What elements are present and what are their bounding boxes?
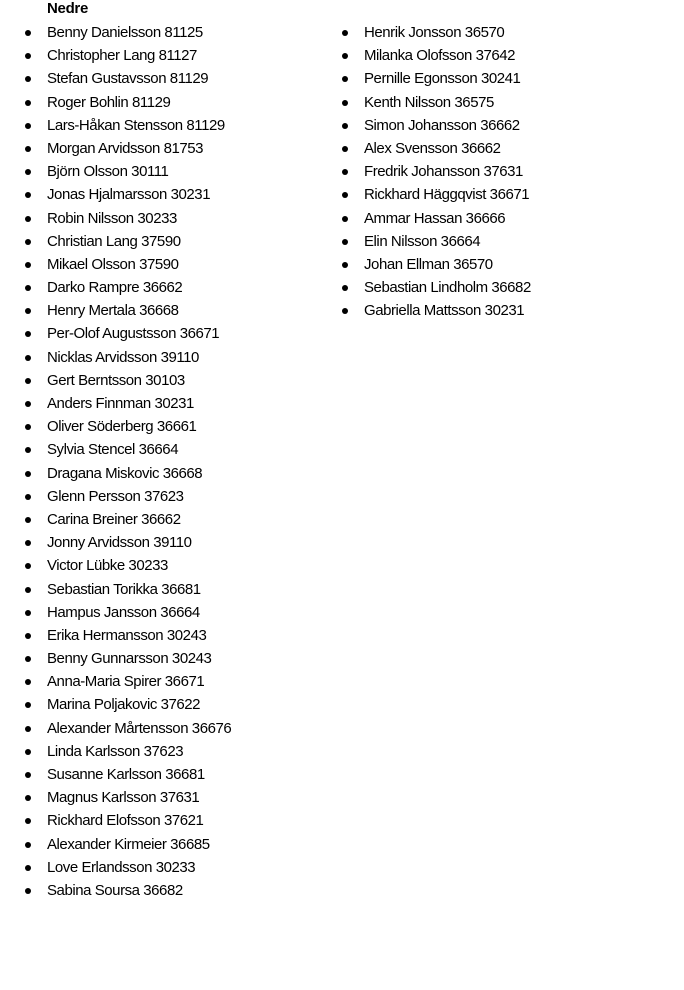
- bullet-icon: [342, 285, 348, 291]
- bullet-icon: [25, 888, 31, 894]
- list-item: [0, 531, 330, 554]
- list-item-text: Dragana Miskovic 36668: [47, 464, 203, 482]
- list-item-text: Love Erlandsson 30233: [47, 858, 196, 876]
- bullet-icon: [25, 540, 31, 546]
- list-item: [0, 670, 330, 693]
- bullet-icon: [25, 53, 31, 59]
- list-item: [0, 554, 330, 577]
- bullet-icon: [342, 123, 348, 129]
- bullet-icon: [342, 30, 348, 36]
- list-item-text: Stefan Gustavsson 81129: [47, 70, 209, 88]
- bullet-icon: [342, 100, 348, 106]
- bullet-icon: [25, 587, 31, 593]
- bullet-icon: [25, 378, 31, 384]
- list-item: [0, 276, 330, 299]
- list-item-text: Sebastian Lindholm 36682: [364, 279, 531, 297]
- bullet-icon: [25, 285, 31, 291]
- list-item-text: Pernille Egonsson 30241: [364, 70, 521, 88]
- list-item: [338, 137, 668, 160]
- list-item: [0, 369, 330, 392]
- list-item-text: Robin Nilsson 30233: [47, 209, 177, 227]
- list-item-text: Ammar Hassan 36666: [364, 209, 506, 227]
- list-item: [338, 299, 668, 322]
- bullet-icon: [25, 216, 31, 222]
- list-item: [0, 693, 330, 716]
- list-item: [0, 601, 330, 624]
- list-item: [338, 44, 668, 67]
- list-item: [0, 508, 330, 531]
- list-item: [0, 230, 330, 253]
- list-item-text: Nicklas Arvidsson 39110: [47, 348, 199, 366]
- bullet-icon: [25, 30, 31, 36]
- list-item: [0, 392, 330, 415]
- bullet-icon: [25, 192, 31, 198]
- bullet-icon: [342, 53, 348, 59]
- list-item: [0, 253, 330, 276]
- list-item: [338, 183, 668, 206]
- bullet-icon: [25, 726, 31, 732]
- list-item: [0, 114, 330, 137]
- bullet-icon: [25, 331, 31, 337]
- list-item-text: Benny Gunnarsson 30243: [47, 650, 212, 668]
- list-item-text: Per-Olof Augustsson 36671: [47, 325, 220, 343]
- list-item-text: Christopher Lang 81127: [47, 47, 197, 65]
- list-item-text: Sabina Soursa 36682: [47, 881, 183, 899]
- list-item: [0, 207, 330, 230]
- list-item-text: Oliver Söderberg 36661: [47, 418, 197, 436]
- list-item-text: Fredrik Johansson 37631: [364, 163, 523, 181]
- list-item-text: Anna-Maria Spirer 36671: [47, 673, 205, 691]
- bullet-icon: [25, 123, 31, 129]
- bullet-icon: [342, 76, 348, 82]
- bullet-icon: [25, 656, 31, 662]
- list-item-text: Susanne Karlsson 36681: [47, 766, 205, 783]
- list-item-text: Christian Lang 37590: [47, 232, 181, 250]
- list-item: [0, 763, 330, 786]
- list-item-text: Morgan Arvidsson 81753: [47, 139, 204, 157]
- list-item-text: Milanka Olofsson 37642: [364, 47, 516, 65]
- list-item: [0, 415, 330, 438]
- list-item-text: Alexander Mårtensson 36676: [47, 719, 232, 737]
- list-item-text: Erika Hermansson 30243: [47, 626, 207, 644]
- list-item: [0, 299, 330, 322]
- list-item-text: Carina Breiner 36662: [47, 510, 181, 528]
- list-item: [0, 183, 330, 206]
- bullet-icon: [25, 447, 31, 453]
- list-item-text: Darko Rampre 36662: [47, 279, 183, 297]
- bullet-icon: [25, 563, 31, 569]
- list-item: [0, 91, 330, 114]
- left-name-list: [0, 21, 330, 902]
- bullet-icon: [25, 76, 31, 82]
- list-item: [0, 438, 330, 461]
- list-item: [0, 647, 330, 670]
- bullet-icon: [25, 308, 31, 314]
- list-item-text: Henry Mertala 36668: [47, 302, 179, 320]
- bullet-icon: [342, 169, 348, 175]
- bullet-icon: [25, 865, 31, 871]
- list-item-text: Johan Ellman 36570: [364, 255, 493, 273]
- list-item: [338, 230, 668, 253]
- list-item: [338, 207, 668, 230]
- list-item-text: Gabriella Mattsson 30231: [364, 302, 525, 320]
- bullet-icon: [25, 146, 31, 152]
- bullet-icon: [25, 494, 31, 500]
- list-item: [0, 485, 330, 508]
- list-item: [0, 462, 330, 485]
- list-item-text: Rickhard Elofsson 37621: [47, 812, 204, 830]
- bullet-icon: [25, 795, 31, 801]
- list-item-text: Jonas Hjalmarsson 30231: [47, 186, 211, 204]
- list-item: [0, 137, 330, 160]
- bullet-icon: [25, 424, 31, 430]
- list-item-text: Kenth Nilsson 36575: [364, 93, 494, 111]
- list-item-text: Mikael Olsson 37590: [47, 255, 179, 273]
- bullet-icon: [25, 749, 31, 755]
- list-item: [0, 809, 330, 832]
- list-item-text: Hampus Jansson 36664: [47, 603, 200, 621]
- bullet-icon: [25, 772, 31, 778]
- list-item: [0, 624, 330, 647]
- bullet-icon: [342, 239, 348, 245]
- list-item: [0, 786, 330, 809]
- bullet-icon: [25, 471, 31, 477]
- list-item-text: Anders Finnman 30231: [47, 395, 194, 412]
- list-item: [0, 67, 330, 90]
- bullet-icon: [25, 517, 31, 523]
- page-heading: Nedre: [47, 0, 89, 17]
- list-item-text: Gert Berntsson 30103: [47, 371, 185, 389]
- bullet-icon: [342, 262, 348, 268]
- list-item-text: Jonny Arvidsson 39110: [47, 534, 192, 552]
- list-item-text: Elin Nilsson 36664: [364, 232, 481, 250]
- list-item: [0, 322, 330, 345]
- list-item: [0, 856, 330, 879]
- list-item: [0, 578, 330, 601]
- bullet-icon: [25, 100, 31, 106]
- list-item: [338, 91, 668, 114]
- list-item-text: Linda Karlsson 37623: [47, 742, 184, 760]
- bullet-icon: [342, 146, 348, 152]
- bullet-icon: [25, 633, 31, 639]
- list-item: [338, 67, 668, 90]
- list-item-text: Sylvia Stencel 36664: [47, 441, 179, 459]
- right-name-list: [338, 21, 668, 322]
- list-item-text: Sebastian Torikka 36681: [47, 580, 201, 598]
- bullet-icon: [25, 262, 31, 268]
- list-item: [0, 346, 330, 369]
- bullet-icon: [342, 216, 348, 222]
- list-item-text: Henrik Jonsson 36570: [364, 24, 505, 41]
- list-item-text: Lars-Håkan Stensson 81129: [47, 116, 225, 134]
- bullet-icon: [25, 610, 31, 616]
- list-item-text: Magnus Karlsson 37631: [47, 789, 200, 807]
- list-item: [0, 160, 330, 183]
- list-item: [338, 21, 668, 44]
- list-item: [0, 21, 330, 44]
- list-item-text: Victor Lübke 30233: [47, 557, 168, 575]
- list-item-text: Glenn Persson 37623: [47, 487, 184, 505]
- list-item: [0, 717, 330, 740]
- bullet-icon: [25, 239, 31, 245]
- list-item: [0, 44, 330, 67]
- bullet-icon: [25, 702, 31, 708]
- bullet-icon: [25, 679, 31, 685]
- list-item-text: Roger Bohlin 81129: [47, 93, 171, 111]
- bullet-icon: [25, 169, 31, 175]
- bullet-icon: [342, 308, 348, 314]
- bullet-icon: [342, 192, 348, 198]
- list-item: [0, 740, 330, 763]
- list-item-text: Simon Johansson 36662: [364, 116, 520, 134]
- list-item: [0, 879, 330, 902]
- list-item-text: Marina Poljakovic 37622: [47, 696, 201, 714]
- list-item: [338, 276, 668, 299]
- list-item-text: Alex Svensson 36662: [364, 139, 501, 157]
- list-item: [338, 253, 668, 276]
- list-item-text: Björn Olsson 30111: [47, 163, 169, 181]
- bullet-icon: [25, 355, 31, 361]
- list-item: [0, 833, 330, 856]
- list-item: [338, 160, 668, 183]
- bullet-icon: [25, 842, 31, 848]
- list-item-text: Rickhard Häggqvist 36671: [364, 186, 530, 204]
- list-item: [338, 114, 668, 137]
- list-item-text: Alexander Kirmeier 36685: [47, 835, 210, 853]
- bullet-icon: [25, 818, 31, 824]
- bullet-icon: [25, 401, 31, 407]
- list-item-text: Benny Danielsson 81125: [47, 24, 203, 41]
